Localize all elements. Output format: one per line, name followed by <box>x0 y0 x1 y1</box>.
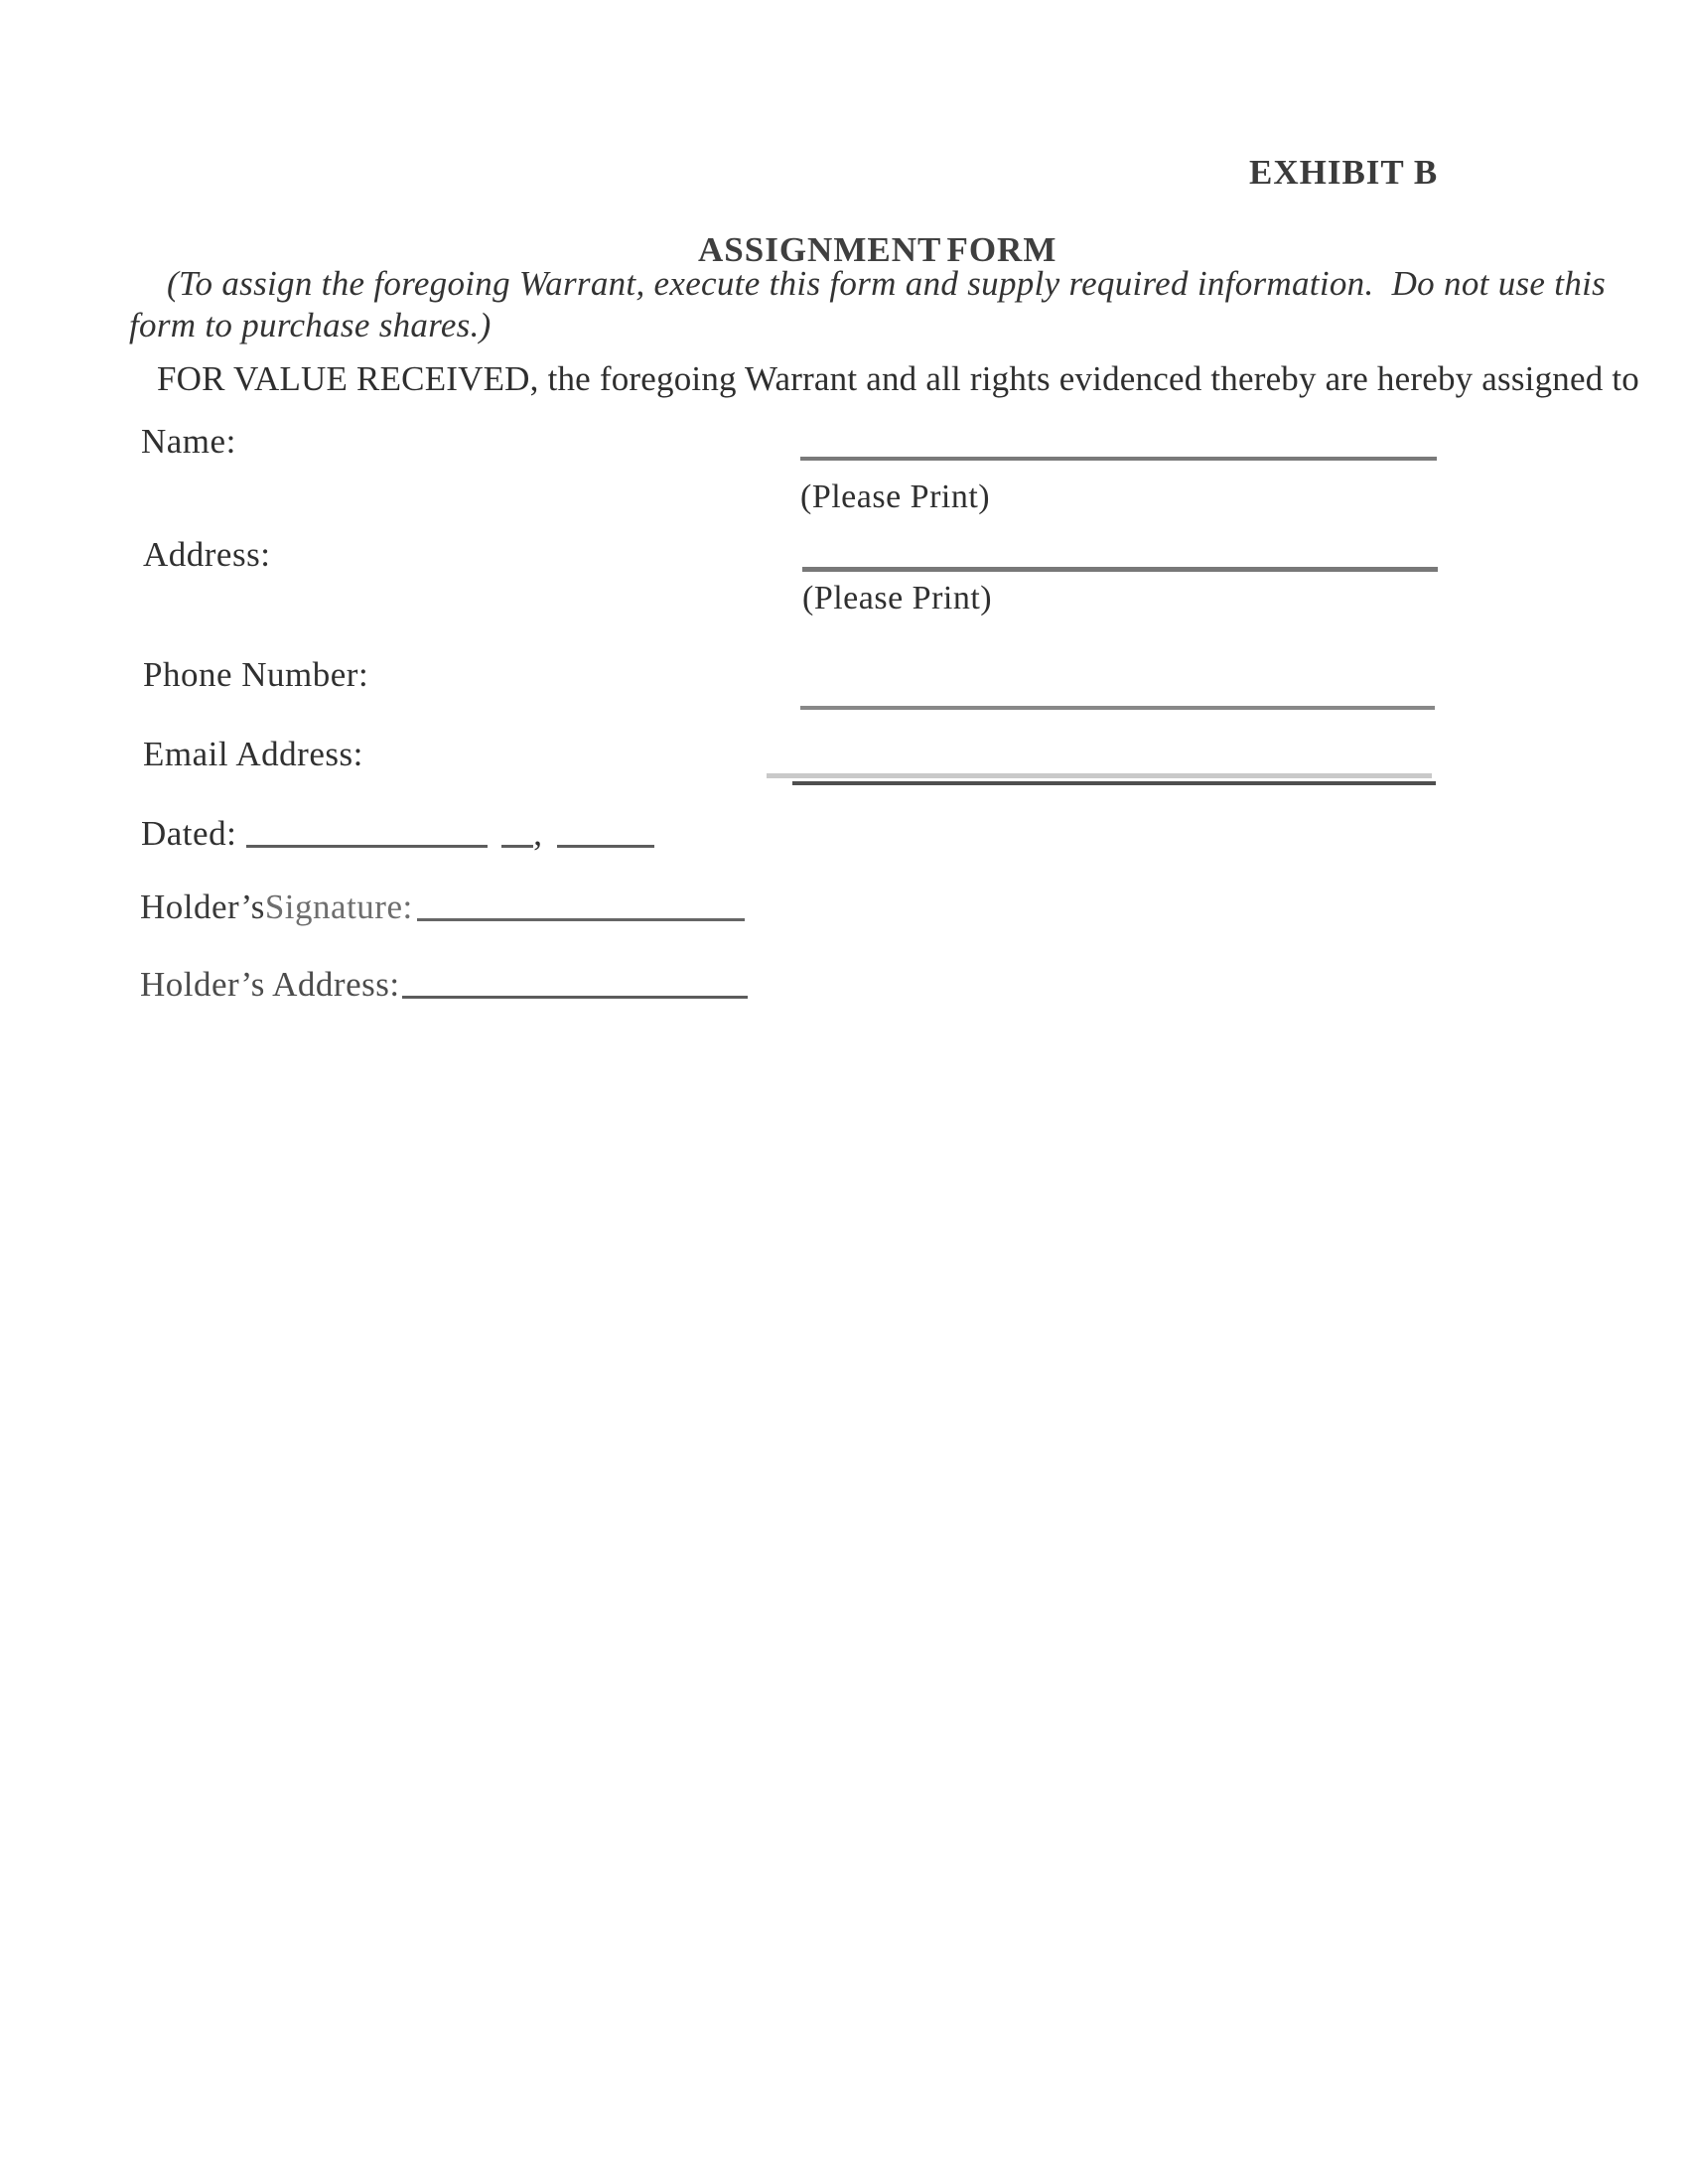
holder-address-row <box>140 965 748 1005</box>
email-label: Email Address: <box>143 735 363 773</box>
dated-date-line <box>246 844 488 848</box>
phone-fill-line <box>800 706 1435 710</box>
address-label: Address: <box>143 535 271 574</box>
holder-address-label: Holder’s Address: <box>140 965 400 1004</box>
address-print-hint: (Please Print) <box>802 580 993 616</box>
exhibit-label: EXHIBIT B <box>1249 153 1439 192</box>
dated-day-line <box>501 844 533 848</box>
name-label: Name: <box>141 422 236 461</box>
note-line-1: (To assign the foregoing Warrant, execute this form and supply required information. Do not use this <box>167 264 1607 303</box>
holder-signature-line <box>417 917 745 921</box>
holder-signature-row <box>140 887 745 927</box>
note-line-2: form to purchase shares.) <box>129 306 492 344</box>
dated-row <box>141 814 654 854</box>
dated-year-line <box>557 844 654 848</box>
phone-label: Phone Number: <box>143 655 369 694</box>
holder-signature-label-prefix: Holder’s <box>140 887 265 926</box>
dated-comma: , <box>533 814 543 853</box>
name-print-hint: (Please Print) <box>800 478 991 515</box>
email-fill-line <box>792 781 1436 785</box>
holder-address-line <box>402 995 748 999</box>
holder-signature-label: Signature: <box>264 887 413 926</box>
dated-label: Dated: <box>141 814 237 853</box>
email-line-smudge <box>767 773 1432 778</box>
address-fill-line <box>802 567 1438 572</box>
assignment-statement: FOR VALUE RECEIVED, the foregoing Warrant and all rights evidenced thereby are hereby assigned to <box>157 359 1640 398</box>
form-title: ASSIGNMENT FORM <box>698 230 1057 269</box>
name-fill-line <box>800 457 1437 461</box>
